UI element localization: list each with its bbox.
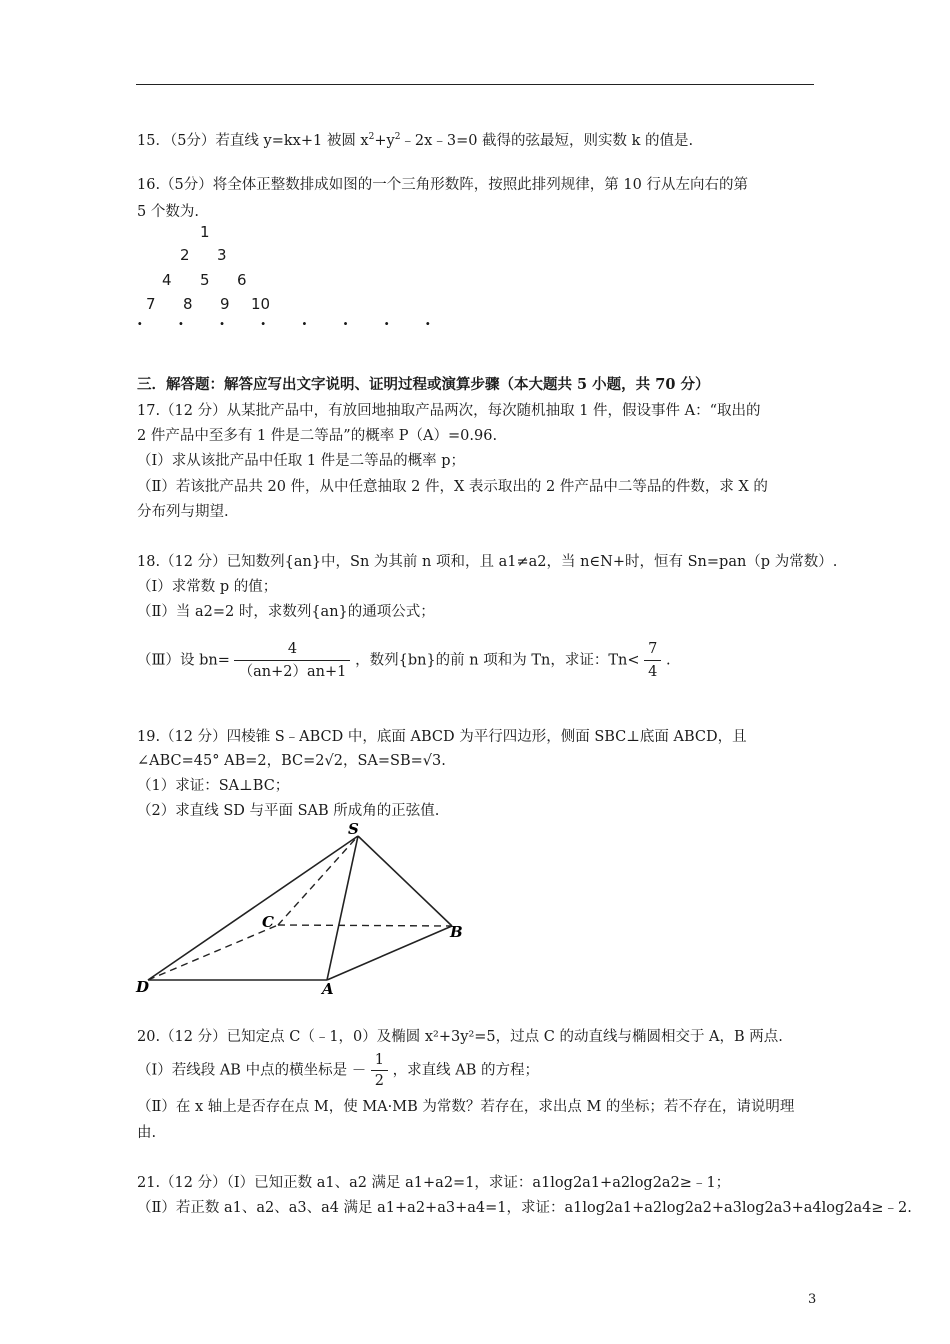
label-d: D xyxy=(136,978,150,996)
triangle-number: 4 xyxy=(162,271,172,289)
question-17-part2b: 分布列与期望. xyxy=(137,504,229,520)
label-c: C xyxy=(262,913,274,931)
part3-mid: ，数列{bn}的前 n 项和为 Tn，求证：Tn< xyxy=(355,652,640,669)
question-17-part1: （Ⅰ）求从该批产品中任取 1 件是二等品的概率 p； xyxy=(137,453,466,469)
triangle-number: 8 xyxy=(183,295,193,313)
question-17-part2a: （Ⅱ）若该批产品共 20 件，从中任意抽取 2 件，X 表示取出的 2 件产品中二等品的件数，求 X 的 xyxy=(137,479,768,495)
edge-sc xyxy=(278,836,358,925)
triangle-number: 7 xyxy=(146,295,156,313)
triangle-number: 2 xyxy=(180,246,190,264)
question-20-line1: 20.（12 分）已知定点 C（﹣1，0）及椭圆 x²+3y²=5，过点 C 的动直线与椭圆相交于 A，B 两点. xyxy=(137,1029,783,1045)
question-18-part1: （Ⅰ）求常数 p 的值； xyxy=(137,579,278,595)
question-19-part2: （2）求直线 SD 与平面 SAB 所成角的正弦值. xyxy=(137,803,440,819)
triangle-number: 6 xyxy=(237,271,247,289)
part3-prefix: （Ⅲ）设 bn= xyxy=(137,652,230,669)
question-21-line1: 21.（12 分）（Ⅰ）已知正数 a1、a2 满足 a1+a2=1，求证：a1log2a1+a2log2a2≥﹣1； xyxy=(137,1175,731,1191)
label-s: S xyxy=(348,820,359,838)
edge-ab xyxy=(327,926,452,980)
edge-sd xyxy=(148,836,358,980)
label-a: A xyxy=(322,980,334,998)
question-20-part1: （Ⅰ）若线段 AB 中点的横坐标是 － $\frac{1}{2}$ ，求直线 AB 的方程； xyxy=(137,1052,539,1089)
question-18-part3: （Ⅲ）设 bn= $\frac{4}{(an+2)an+1}$ ，数列{bn}的前 n 项和为 Tn，求证：Tn< $\frac{7}{4}$ . xyxy=(137,638,671,683)
triangle-number: 1 xyxy=(200,223,210,241)
question-19-line1: 19.（12 分）四棱锥 S﹣ABCD 中，底面 ABCD 为平行四边形，侧面 SBC⊥底面 ABCD，且 xyxy=(137,729,747,745)
header-rule xyxy=(136,84,814,85)
question-18-line1: 18.（12 分）已知数列{an}中，Sn 为其前 n 项和，且 a1≠a2，当 n∈N+时，恒有 Sn=pan（p 为常数）. xyxy=(137,554,838,570)
question-20-part2b: 由. xyxy=(137,1125,157,1141)
question-21-line2: （Ⅱ）若正数 a1、a2、a3、a4 满足 a1+a2+a3+a4=1，求证：a1log2a1+a2log2a2+a3log2a3+a4log2a4≥﹣2. xyxy=(137,1200,912,1216)
question-19-line2: ∠ABC=45° AB=2，BC=2√2，SA=SB=√3. xyxy=(137,753,446,769)
continuation-dots: · · · · · · · · xyxy=(137,314,446,333)
question-18-part2: （Ⅱ）当 a2=2 时，求数列{an}的通项公式； xyxy=(137,604,435,620)
section-heading: 三．解答题：解答应写出文字说明、证明过程或演算步骤（本大题共 5 小题，共 70 分） xyxy=(137,376,710,393)
question-20-part2a: （Ⅱ）在 x 轴上是否存在点 M，使 MA·MB 为常数？若存在，求出点 M 的坐标；若不存在，请说明理 xyxy=(137,1099,795,1115)
question-17-line2: 2 件产品中至多有 1 件是二等品”的概率 P（A）=0.96. xyxy=(137,428,498,444)
triangle-number: 5 xyxy=(200,271,210,289)
question-19-part1: （1）求证：SA⊥BC； xyxy=(137,778,290,794)
label-b: B xyxy=(450,923,463,941)
edge-sb xyxy=(358,836,452,926)
edge-sa xyxy=(327,836,358,980)
fraction-seven-fourths: $\frac{7}{4}$ xyxy=(644,638,661,683)
triangle-number: 10 xyxy=(251,295,271,313)
question-16-line2: 5 个数为. xyxy=(137,204,199,220)
question-15: 15．（5分）若直线 y=kx+1 被圆 $x^2+y^2﹣2x﹣3=0$ 截得的弦最短，则实数 k 的值是. xyxy=(137,132,694,149)
page-number: 3 xyxy=(808,1292,817,1307)
triangle-number: 9 xyxy=(220,295,230,313)
minus-sign: － xyxy=(351,1062,367,1079)
edge-dc xyxy=(148,925,278,980)
pyramid-diagram xyxy=(130,818,470,998)
triangle-number: 3 xyxy=(217,246,227,264)
edge-cb xyxy=(278,925,452,926)
fraction-one-half: $\frac{1}{2}$ xyxy=(371,1050,388,1091)
question-17-line1: 17.（12 分）从某批产品中，有放回地抽取产品两次，每次随机抽取 1 件，假设事件 A：“取出的 xyxy=(137,403,761,419)
fraction-bn: $\frac{4}{(an+2)an+1}$ xyxy=(234,638,350,683)
question-16-line1: 16.（5分）将全体正整数排成如图的一个三角形数阵，按照此排列规律，第 10 行从左向右的第 xyxy=(137,177,748,193)
